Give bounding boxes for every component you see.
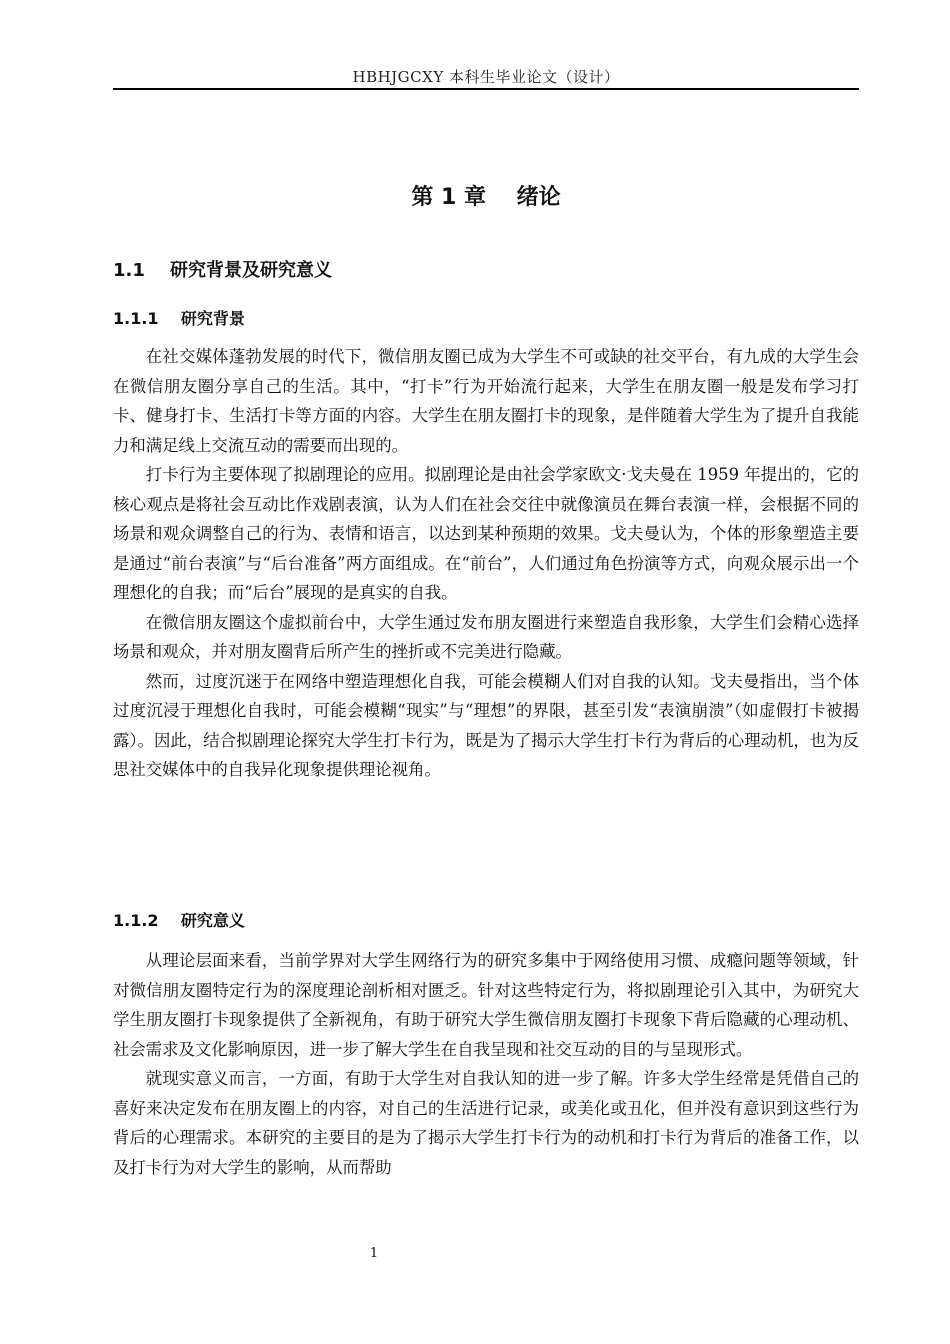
paragraph: 然而，过度沉迷于在网络中塑造理想化自我，可能会模糊人们对自我的认知。戈夫曼指出，当个体过度沉浸于理想化自我时，可能会模糊“现实”与“理想”的界限，甚至引发“表演崩溃”（如虚假打卡被揭露）。因此，结合拟剧理论探究大学生打卡行为，既是为了揭示大学生打卡行为背后的心理动机，也为反思社交媒体中的自我异化现象提供理论视角。 (113, 671, 859, 779)
paragraph: 在社交媒体蓬勃发展的时代下，微信朋友圈已成为大学生不可或缺的社交平台，有九成的大学生会在微信朋友圈分享自己的生活。其中，“打卡”行为开始流行起来，大学生在朋友圈一般是发布学习打卡、健身打卡、生活打卡等方面的内容。大学生在朋友圈打卡的现象，是伴随着大学生为了提升自我能力和满足线上交流互动的需要而出现的。 (113, 347, 859, 455)
running-header: HBHJGCXY 本科生毕业论文（设计） (352, 68, 620, 86)
paragraph: 在微信朋友圈这个虚拟前台中，大学生通过发布朋友圈进行来塑造自我形象，大学生们会精心选择场景和观众，并对朋友圈背后所产生的挫折或不完美进行隐藏。 (113, 612, 859, 661)
section-heading-1-1: 1.1 研究背景及研究意义 (113, 260, 332, 281)
paragraph: 从理论层面来看，当前学界对大学生网络行为的研究多集中于网络使用习惯、成瘾问题等领域，针对微信朋友圈特定行为的深度理论剖析相对匮乏。针对这些特定行为，将拟剧理论引入其中，为研究大学生朋友圈打卡现象提供了全新视角，有助于研究大学生微信朋友圈打卡现象下背后隐藏的心理动机、社会需求及文化影响原因，进一步了解大学生在自我呈现和社交互动的目的与呈现形式。 (113, 951, 859, 1059)
significance-body (113, 946, 859, 1182)
section-heading-1-1-2: 1.1.2 研究意义 (113, 911, 245, 930)
paragraph: 就现实意义而言，一方面，有助于大学生对自我认知的进一步了解。许多大学生经常是凭借自己的喜好来决定发布在朋友圈上的内容，对自己的生活进行记录，或美化或丑化，但并没有意识到这些行为背后的心理需求。本研究的主要目的是为了揭示大学生打卡行为的动机和打卡行为背后的准备工作，以及打卡行为对大学生的影响，从而帮助 (113, 1069, 859, 1177)
paragraph: 打卡行为主要体现了拟剧理论的应用。拟剧理论是由社会学家欧文·戈夫曼在 1959 年提出的，它的核心观点是将社会互动比作戏剧表演，认为人们在社会交往中就像演员在舞台表演一样，会根据不同的场景和观众调整自己的行为、表情和语言，以达到某种预期的效果。戈夫曼认为，个体的形象塑造主要是通过“前台表演”与“后台准备”两方面组成。在“前台”，人们通过角色扮演等方式，向观众展示出一个理想化的自我；而“后台”展现的是真实的自我。 (113, 465, 859, 602)
header-divider (113, 88, 859, 90)
page-number: 1 (369, 1246, 379, 1261)
background-body (113, 342, 859, 785)
chapter-title: 第 1 章 绪论 (411, 185, 561, 210)
section-heading-1-1-1: 1.1.1 研究背景 (113, 309, 245, 328)
